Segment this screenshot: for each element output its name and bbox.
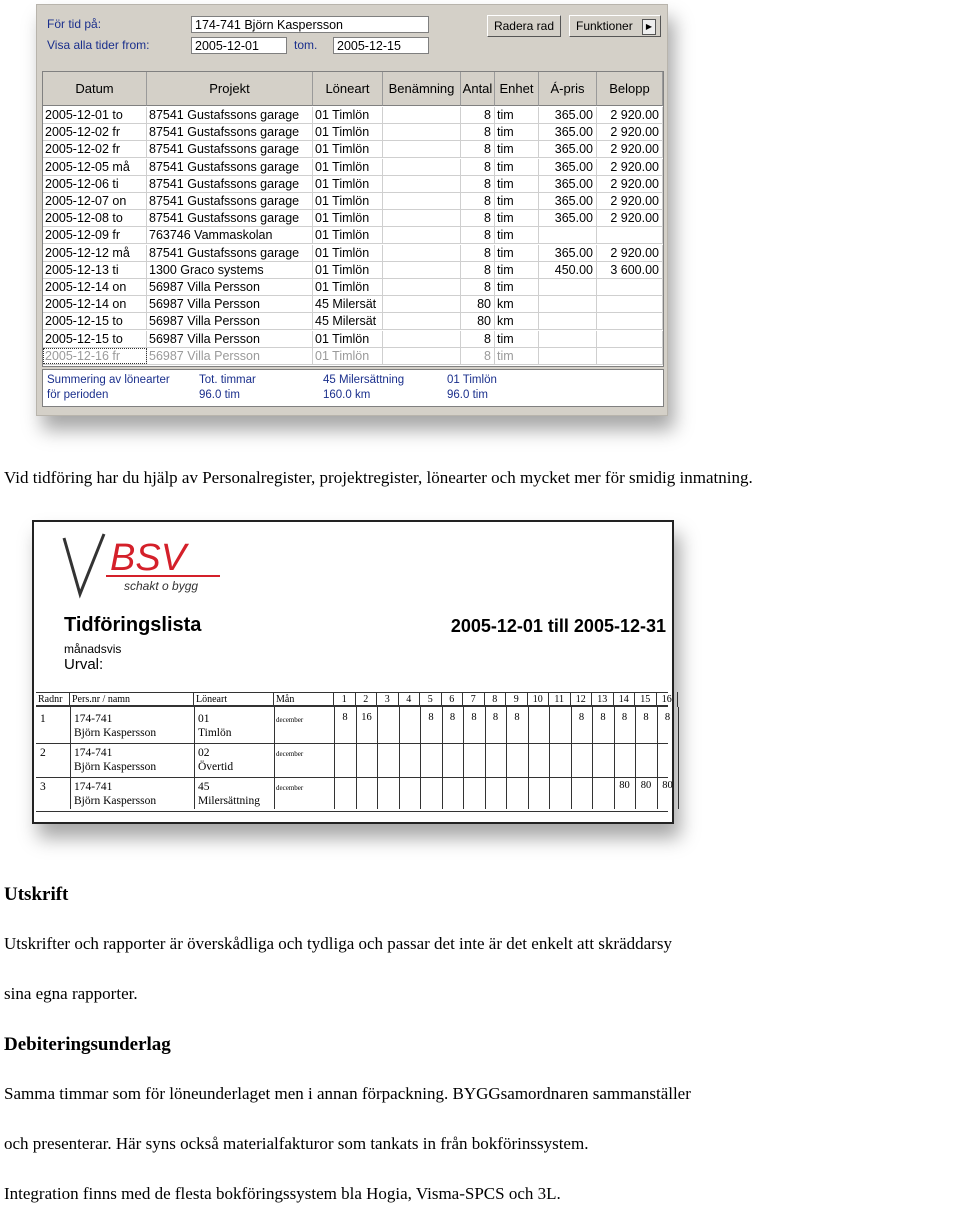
table-cell[interactable] <box>383 331 461 347</box>
table-row[interactable] <box>43 124 663 141</box>
table-cell[interactable]: 45 Milersät <box>313 313 383 329</box>
report-day-header: 4 <box>399 692 421 707</box>
table-cell[interactable]: 80 <box>461 296 495 312</box>
table-cell[interactable]: 01 Timlön <box>313 107 383 123</box>
table-cell[interactable]: 365.00 <box>539 141 597 157</box>
total-hours-value: 96.0 tim <box>199 389 240 401</box>
table-row[interactable] <box>43 176 663 193</box>
section-line: Utskrifter och rapporter är överskådliga och tydliga och passar det inte är det enkelt att skräddarsy <box>4 934 672 953</box>
table-cell[interactable] <box>597 348 663 364</box>
table-row[interactable] <box>43 159 663 176</box>
table-cell[interactable]: 8 <box>461 331 495 347</box>
report-grid-line <box>420 707 421 809</box>
report-grid-line <box>614 707 615 809</box>
report-grid-line <box>194 707 195 809</box>
caption-text: Vid tidföring har du hjälp av Personalregister, projektregister, lönearter och mycket mer för smidig inmatning. <box>4 468 753 487</box>
table-cell[interactable]: 8 <box>461 141 495 157</box>
dropdown-arrow-icon: ▶ <box>642 19 656 35</box>
report-day-header: 16 <box>657 692 679 707</box>
table-cell[interactable]: 2005-12-02 fr <box>43 124 147 140</box>
table-cell[interactable] <box>383 279 461 295</box>
report-col-header: Pers.nr / namn <box>70 692 194 707</box>
report-day-header: 5 <box>420 692 442 707</box>
table-cell[interactable] <box>383 210 461 226</box>
report-persnr: 174-741 <box>74 713 113 725</box>
table-cell[interactable]: tim <box>495 124 539 140</box>
table-cell[interactable]: 365.00 <box>539 124 597 140</box>
report-grid-line <box>528 707 529 809</box>
report-day-value: 8 <box>643 712 649 723</box>
column-header-6[interactable]: Á-pris <box>539 72 597 106</box>
table-cell[interactable]: tim <box>495 141 539 157</box>
table-cell[interactable]: 01 Timlön <box>313 262 383 278</box>
report-grid-line <box>399 707 400 809</box>
table-cell[interactable] <box>539 313 597 329</box>
table-cell[interactable]: 8 <box>461 107 495 123</box>
table-cell[interactable] <box>539 296 597 312</box>
report-grid-line <box>506 707 507 809</box>
table-cell[interactable]: 56987 Villa Persson <box>147 279 313 295</box>
report-day-value: 80 <box>662 780 673 791</box>
table-cell[interactable] <box>383 262 461 278</box>
report-grid-line <box>657 707 658 809</box>
report-subtitle: månadsvis <box>64 642 122 656</box>
table-cell[interactable]: 87541 Gustafssons garage <box>147 245 313 261</box>
table-cell[interactable]: 2005-12-07 on <box>43 193 147 209</box>
table-row[interactable] <box>43 227 663 244</box>
table-cell[interactable]: 365.00 <box>539 176 597 192</box>
report-day-value: 8 <box>600 712 606 723</box>
report-day-value: 8 <box>428 712 434 723</box>
report-row-divider <box>36 777 668 778</box>
report-persnr: 174-741 <box>74 781 113 793</box>
table-cell[interactable]: 2 920.00 <box>597 124 663 140</box>
report-grid-line <box>377 707 378 809</box>
report-employee-name: Björn Kaspersson <box>74 761 157 773</box>
report-col-header: Mån <box>274 692 334 707</box>
table-cell[interactable]: 450.00 <box>539 262 597 278</box>
for-time-label: För tid på: <box>47 17 102 31</box>
table-cell[interactable]: 87541 Gustafssons garage <box>147 193 313 209</box>
tom-label: tom. <box>294 38 318 52</box>
table-cell[interactable] <box>539 331 597 347</box>
table-cell[interactable]: 01 Timlön <box>313 159 383 175</box>
table-cell[interactable]: 45 Milersät <box>313 296 383 312</box>
report-day-value: 80 <box>619 780 630 791</box>
column-header-3[interactable]: Benämning <box>383 72 461 106</box>
functions-label: Funktioner <box>576 19 633 33</box>
report-month: december <box>276 716 304 724</box>
employee-field[interactable]: 174-741 Björn Kaspersson <box>191 16 429 33</box>
table-cell[interactable]: 01 Timlön <box>313 348 383 364</box>
report-day-header: 9 <box>506 692 528 707</box>
table-cell[interactable] <box>597 296 663 312</box>
column-header-0[interactable]: Datum <box>43 72 147 106</box>
table-cell[interactable] <box>383 124 461 140</box>
table-row[interactable] <box>43 107 663 124</box>
report-grid-line <box>274 707 275 809</box>
table-cell[interactable]: 365.00 <box>539 245 597 261</box>
report-grid-line <box>463 707 464 809</box>
table-cell[interactable]: 01 Timlön <box>313 279 383 295</box>
table-cell[interactable] <box>597 313 663 329</box>
table-cell[interactable]: 87541 Gustafssons garage <box>147 176 313 192</box>
table-cell[interactable]: 8 <box>461 210 495 226</box>
report-day-header: 15 <box>635 692 657 707</box>
table-cell[interactable]: 365.00 <box>539 159 597 175</box>
table-cell[interactable]: tim <box>495 227 539 243</box>
report-row-divider <box>36 743 668 744</box>
report-day-value: 8 <box>514 712 520 723</box>
table-cell[interactable]: tim <box>495 279 539 295</box>
report-wage-type: Timlön <box>198 727 232 739</box>
report-col-header: Löneart <box>194 692 274 707</box>
table-cell[interactable]: tim <box>495 107 539 123</box>
report-title: Tidföringslista <box>64 614 202 636</box>
table-row[interactable] <box>43 210 663 227</box>
table-row[interactable] <box>43 262 663 279</box>
table-cell[interactable]: 365.00 <box>539 210 597 226</box>
report-day-header: 2 <box>356 692 378 707</box>
table-cell[interactable]: 2 920.00 <box>597 210 663 226</box>
table-row[interactable] <box>43 141 663 158</box>
report-day-value: 80 <box>640 780 652 791</box>
report-day-header: 7 <box>463 692 485 707</box>
table-cell[interactable]: 2005-12-02 fr <box>43 141 147 157</box>
table-cell[interactable]: 2005-12-06 ti <box>43 176 147 192</box>
table-cell[interactable]: tim <box>495 159 539 175</box>
table-cell[interactable]: 2005-12-08 to <box>43 210 147 226</box>
table-cell[interactable]: 87541 Gustafssons garage <box>147 124 313 140</box>
report-month: december <box>276 784 304 792</box>
report-day-value: 8 <box>492 712 499 723</box>
report-day-value: 8 <box>449 712 456 723</box>
table-cell[interactable]: tim <box>495 331 539 347</box>
table-cell[interactable]: 8 <box>461 348 495 364</box>
table-cell[interactable]: tim <box>495 348 539 364</box>
table-cell[interactable]: 2005-12-15 to <box>43 331 147 347</box>
section-line: och presenterar. Här syns också materialfakturor som tankats in från bokförinssystem. <box>4 1134 589 1153</box>
hourly-wage-label: 01 Timlön <box>447 374 497 386</box>
report-day-header: 1 <box>334 692 356 707</box>
table-cell[interactable]: 2005-12-13 ti <box>43 262 147 278</box>
table-row[interactable] <box>43 348 663 365</box>
report-wage-code: 45 <box>198 781 210 793</box>
mileage-value: 160.0 km <box>323 389 371 401</box>
table-row[interactable] <box>43 245 663 262</box>
table-cell[interactable]: 01 Timlön <box>313 331 383 347</box>
table-cell[interactable]: 365.00 <box>539 107 597 123</box>
table-cell[interactable]: 2005-12-09 fr <box>43 227 147 243</box>
logo-text: BSV <box>110 537 187 579</box>
table-cell[interactable]: 87541 Gustafssons garage <box>147 141 313 157</box>
report-employee-name: Björn Kaspersson <box>74 727 157 739</box>
functions-button[interactable] <box>569 15 661 37</box>
table-cell[interactable]: 8 <box>461 124 495 140</box>
table-cell[interactable]: 01 Timlön <box>313 176 383 192</box>
table-cell[interactable]: tim <box>495 245 539 261</box>
table-cell[interactable]: tim <box>495 176 539 192</box>
table-cell[interactable]: 87541 Gustafssons garage <box>147 107 313 123</box>
column-header-4[interactable]: Antal <box>461 72 495 106</box>
logo-tagline: schakt o bygg <box>124 579 199 593</box>
table-cell[interactable] <box>383 245 461 261</box>
table-cell[interactable]: 2005-12-14 on <box>43 279 147 295</box>
report-grid-line <box>571 707 572 809</box>
summary-box <box>42 369 664 407</box>
report-grid-line <box>592 707 593 809</box>
table-cell[interactable]: 2 920.00 <box>597 176 663 192</box>
report-row-divider <box>36 811 668 812</box>
table-cell[interactable] <box>597 227 663 243</box>
table-row[interactable] <box>43 331 663 348</box>
table-cell[interactable]: 2 920.00 <box>597 107 663 123</box>
table-cell[interactable]: 2005-12-15 to <box>43 313 147 329</box>
table-cell[interactable]: 2005-12-05 må <box>43 159 147 175</box>
table-cell[interactable]: 8 <box>461 262 495 278</box>
report-day-value: 8 <box>621 712 628 723</box>
report-wage-type: Övertid <box>198 761 234 773</box>
column-header-1[interactable]: Projekt <box>147 72 313 106</box>
hourly-wage-value: 96.0 tim <box>447 389 488 401</box>
column-header-7[interactable]: Belopp <box>597 72 663 106</box>
table-cell[interactable]: 8 <box>461 193 495 209</box>
table-cell[interactable]: 01 Timlön <box>313 193 383 209</box>
table-cell[interactable]: tim <box>495 210 539 226</box>
table-cell[interactable]: 2 920.00 <box>597 141 663 157</box>
table-cell[interactable]: 2 920.00 <box>597 245 663 261</box>
table-cell[interactable] <box>383 193 461 209</box>
table-cell[interactable] <box>383 313 461 329</box>
table-cell[interactable]: 8 <box>461 227 495 243</box>
table-cell[interactable]: 56987 Villa Persson <box>147 313 313 329</box>
table-cell[interactable] <box>597 279 663 295</box>
table-cell[interactable] <box>383 141 461 157</box>
report-grid-line <box>70 707 71 809</box>
table-cell[interactable]: 56987 Villa Persson <box>147 331 313 347</box>
report-wage-type: Milersättning <box>198 795 260 807</box>
section-line: sina egna rapporter. <box>4 984 138 1003</box>
report-day-header: 6 <box>442 692 464 707</box>
table-cell[interactable]: 365.00 <box>539 193 597 209</box>
table-cell[interactable] <box>597 331 663 347</box>
total-hours-label: Tot. timmar <box>199 374 256 386</box>
from-date-field[interactable]: 2005-12-01 <box>191 37 287 54</box>
table-cell[interactable] <box>383 227 461 243</box>
table-cell[interactable]: 01 Timlön <box>313 245 383 261</box>
table-cell[interactable] <box>383 107 461 123</box>
report-screenshot <box>32 520 674 824</box>
table-cell[interactable]: 2005-12-01 to <box>43 107 147 123</box>
table-cell[interactable]: 87541 Gustafssons garage <box>147 159 313 175</box>
report-day-header: 8 <box>485 692 507 707</box>
table-cell[interactable]: 8 <box>461 245 495 261</box>
table-cell[interactable] <box>383 296 461 312</box>
section-line: Samma timmar som för löneunderlaget men i annan förpackning. BYGGsamordnaren sammanställer <box>4 1084 691 1103</box>
section-heading-debitering: Debiteringsunderlag <box>4 1034 171 1055</box>
table-cell[interactable]: 80 <box>461 313 495 329</box>
table-cell[interactable]: 87541 Gustafssons garage <box>147 210 313 226</box>
report-persnr: 174-741 <box>74 747 113 759</box>
table-cell[interactable]: 8 <box>461 279 495 295</box>
report-wage-code: 02 <box>198 747 210 759</box>
table-cell[interactable]: 2005-12-16 fr <box>43 348 147 364</box>
table-row[interactable] <box>43 279 663 296</box>
table-cell[interactable]: km <box>495 296 539 312</box>
report-day-header: 13 <box>592 692 614 707</box>
report-day-value: 8 <box>342 712 348 723</box>
table-cell[interactable] <box>539 348 597 364</box>
table-row[interactable] <box>43 296 663 313</box>
table-cell[interactable]: 56987 Villa Persson <box>147 348 313 364</box>
report-wage-code: 01 <box>198 713 210 725</box>
report-grid-line <box>549 707 550 809</box>
report-day-value: 8 <box>664 712 671 723</box>
column-header-5[interactable]: Enhet <box>495 72 539 106</box>
table-cell[interactable]: 01 Timlön <box>313 124 383 140</box>
table-cell[interactable] <box>383 348 461 364</box>
table-cell[interactable]: 763746 Vammaskolan <box>147 227 313 243</box>
table-cell[interactable]: 1300 Graco systems <box>147 262 313 278</box>
section-heading-utskrift: Utskrift <box>4 884 69 905</box>
report-month: december <box>276 750 304 758</box>
bsv-logo-icon <box>60 528 230 608</box>
report-grid-line <box>442 707 443 809</box>
table-row[interactable] <box>43 313 663 330</box>
table-cell[interactable]: 8 <box>461 176 495 192</box>
report-row-number: 1 <box>40 713 46 725</box>
table-cell[interactable]: 2 920.00 <box>597 159 663 175</box>
report-date-range: 2005-12-01 till 2005-12-31 <box>450 616 666 636</box>
table-cell[interactable]: 01 Timlön <box>313 227 383 243</box>
table-cell[interactable]: 56987 Villa Persson <box>147 296 313 312</box>
report-day-header: 12 <box>571 692 593 707</box>
mileage-label: 45 Milersättning <box>323 374 405 386</box>
show-all-label: Visa alla tider from: <box>47 38 150 52</box>
to-date-field[interactable]: 2005-12-15 <box>333 37 429 54</box>
table-cell[interactable]: 2 920.00 <box>597 193 663 209</box>
time-entry-screenshot <box>36 4 668 416</box>
report-grid-line <box>485 707 486 809</box>
time-entry-grid <box>42 71 664 367</box>
table-cell[interactable]: 01 Timlön <box>313 210 383 226</box>
report-employee-name: Björn Kaspersson <box>74 795 157 807</box>
report-day-header: 14 <box>614 692 636 707</box>
table-cell[interactable] <box>539 227 597 243</box>
report-grid-line <box>334 707 335 809</box>
table-cell[interactable]: tim <box>495 193 539 209</box>
report-day-header: 10 <box>528 692 550 707</box>
report-row-number: 2 <box>40 747 46 759</box>
summary-label-line2: för perioden <box>47 389 109 401</box>
section-line: Integration finns med de flesta bokföringssystem bla Hogia, Visma-SPCS och 3L. <box>4 1184 561 1203</box>
table-cell[interactable]: km <box>495 313 539 329</box>
table-cell[interactable]: 01 Timlön <box>313 141 383 157</box>
report-day-header: 11 <box>549 692 571 707</box>
report-col-header: Radnr <box>36 692 70 707</box>
table-cell[interactable]: 3 600.00 <box>597 262 663 278</box>
report-grid-line <box>356 707 357 809</box>
table-row[interactable] <box>43 193 663 210</box>
report-grid-line <box>678 707 679 809</box>
report-day-header: 3 <box>377 692 399 707</box>
table-cell[interactable]: 2005-12-14 on <box>43 296 147 312</box>
report-urval: Urval: <box>64 656 104 673</box>
table-cell[interactable]: tim <box>495 262 539 278</box>
table-cell[interactable] <box>383 176 461 192</box>
report-grid-line <box>635 707 636 809</box>
report-table <box>36 692 673 812</box>
column-header-2[interactable]: Löneart <box>313 72 383 106</box>
report-day-value: 16 <box>361 712 372 723</box>
summary-label-line1: Summering av lönearter <box>47 374 170 386</box>
report-day-value: 8 <box>471 712 477 723</box>
table-cell[interactable]: 8 <box>461 159 495 175</box>
table-cell[interactable] <box>539 279 597 295</box>
table-cell[interactable] <box>383 159 461 175</box>
delete-row-button[interactable]: Radera rad <box>487 15 561 37</box>
report-day-value: 8 <box>578 712 585 723</box>
report-row-number: 3 <box>40 781 46 793</box>
table-cell[interactable]: 2005-12-12 må <box>43 245 147 261</box>
